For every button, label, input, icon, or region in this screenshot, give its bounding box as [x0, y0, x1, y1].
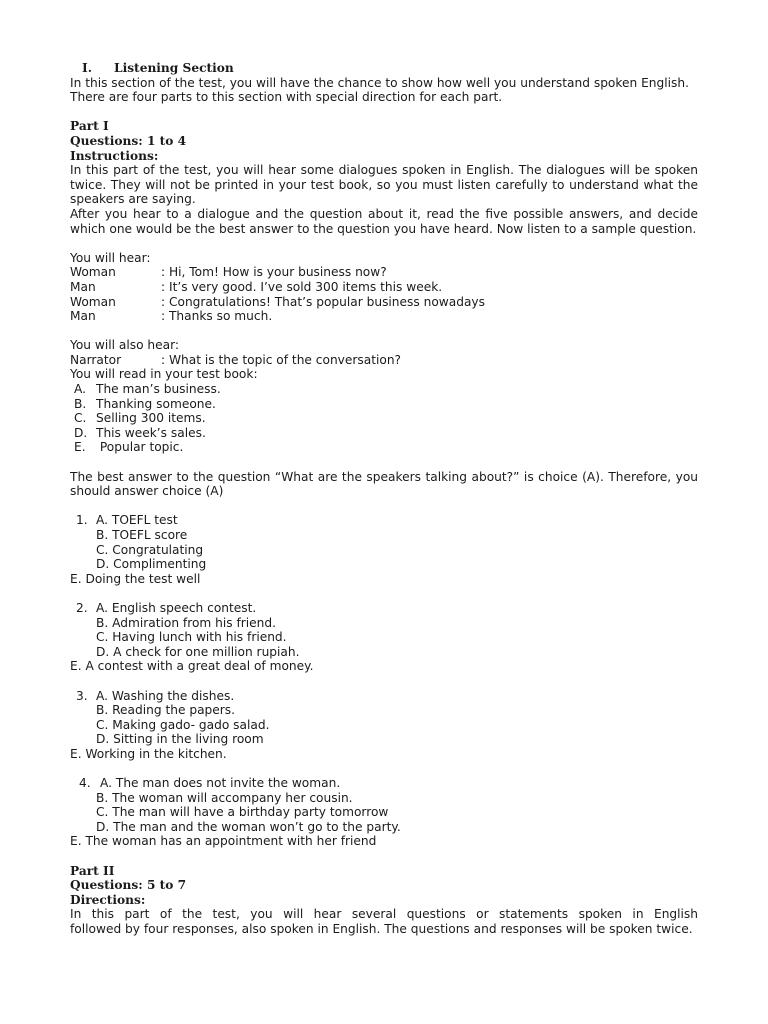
sample-option: E. Popular topic. [74, 440, 184, 455]
speaker: Woman [70, 294, 116, 309]
option-d: D. A check for one million rupiah. [96, 644, 300, 659]
part1-instructions-label: Instructions: [70, 148, 159, 163]
part2-questions: Questions: 5 to 7 [70, 878, 187, 893]
question-number: 3. [76, 688, 88, 703]
option-b: B. Admiration from his friend. [96, 615, 277, 630]
dialogue-line [70, 295, 698, 310]
speaker: Man [70, 279, 96, 294]
option-c: C. The man will have a birthday party tomorrow [96, 805, 389, 820]
option-c: C. Congratulating [96, 542, 204, 557]
utterance: : What is the topic of the conversation? [161, 352, 402, 367]
utterance: : Thanks so much. [161, 309, 273, 324]
read-in-book-label: You will read in your test book: [70, 367, 258, 382]
option-e: E. The woman has an appointment with her friend [70, 834, 377, 849]
part2-paragraph-line-2: followed by four responses, also spoken in English. The questions and responses will be spoken twice. [70, 922, 693, 937]
dialogue-line [70, 280, 698, 295]
sample-option: D. This week’s sales. [74, 425, 206, 440]
part1-questions: Questions: 1 to 4 [70, 133, 187, 148]
also-hear-label: You will also hear: [70, 338, 180, 353]
question-3 [70, 689, 698, 762]
section-title: Listening Section [114, 61, 234, 75]
question-1 [70, 513, 698, 586]
option-a: A. The man does not invite the woman. [100, 776, 341, 791]
option-d: D. The man and the woman won’t go to the party. [96, 819, 401, 834]
option-b: B. Reading the papers. [96, 703, 236, 718]
option-c: C. Having lunch with his friend. [96, 630, 287, 645]
speaker: Woman [70, 265, 116, 280]
part2-directions-label: Directions: [70, 892, 146, 907]
option-c: C. Making gado- gado salad. [96, 717, 270, 732]
option-a: A. English speech contest. [96, 600, 257, 615]
part1-paragraph-1: In this part of the test, you will hear some dialogues spoken in English. The dialogues will be spoken twice. They will not be printed in your test book, so you must listen carefully to understand what the speakers are saying. [70, 163, 698, 207]
sample-options [70, 382, 698, 455]
section-numeral: I. [82, 61, 92, 75]
sample-dialogue [70, 265, 698, 323]
speaker: Narrator [70, 352, 122, 367]
option-b: B. The woman will accompany her cousin. [96, 790, 353, 805]
section-intro: In this section of the test, you will have the chance to show how well you understand spoken English. There are four parts to this section with special direction for each part. [70, 75, 689, 105]
option-d: D. Complimenting [96, 557, 207, 572]
part1-title: Part I [70, 119, 109, 134]
option-e: E. A contest with a great deal of money. [70, 659, 314, 674]
option-e: E. Doing the test well [70, 571, 201, 586]
sample-option: B. Thanking someone. [74, 396, 216, 411]
dialogue-line [70, 265, 698, 280]
document-page [70, 61, 698, 937]
sample-option: C. Selling 300 items. [74, 411, 206, 426]
speaker: Man [70, 309, 96, 324]
dialogue-line [70, 309, 698, 324]
narrator-line [70, 353, 698, 368]
question-number: 4. [79, 776, 91, 791]
part1-paragraph-2: After you hear to a dialogue and the question about it, read the five possible answers, and decide which one would be the best answer to the question you have heard. Now listen to a sample question. [70, 206, 698, 236]
you-will-hear-label: You will hear: [70, 250, 151, 265]
question-number: 2. [76, 600, 88, 615]
option-d: D. Sitting in the living room [96, 732, 264, 747]
question-4 [70, 776, 698, 849]
question-number: 1. [76, 513, 88, 528]
section-heading [70, 61, 698, 76]
utterance: : Hi, Tom! How is your business now? [161, 265, 387, 280]
part2-paragraph-line-1: In this part of the test, you will hear several questions or statements spoken in English [70, 907, 698, 922]
option-a: A. Washing the dishes. [96, 688, 235, 703]
part2-title: Part II [70, 863, 115, 878]
utterance: : It’s very good. I’ve sold 300 items this week. [161, 279, 443, 294]
question-2 [70, 601, 698, 674]
sample-option: A. The man’s business. [74, 382, 221, 397]
option-a: A. TOEFL test [96, 513, 178, 528]
best-answer-explanation: The best answer to the question “What are the speakers talking about?” is choice (A). Therefore, you should answer choice (A) [70, 469, 698, 499]
utterance: : Congratulations! That’s popular business nowadays [161, 294, 485, 309]
option-e: E. Working in the kitchen. [70, 746, 227, 761]
option-b: B. TOEFL score [96, 528, 188, 542]
